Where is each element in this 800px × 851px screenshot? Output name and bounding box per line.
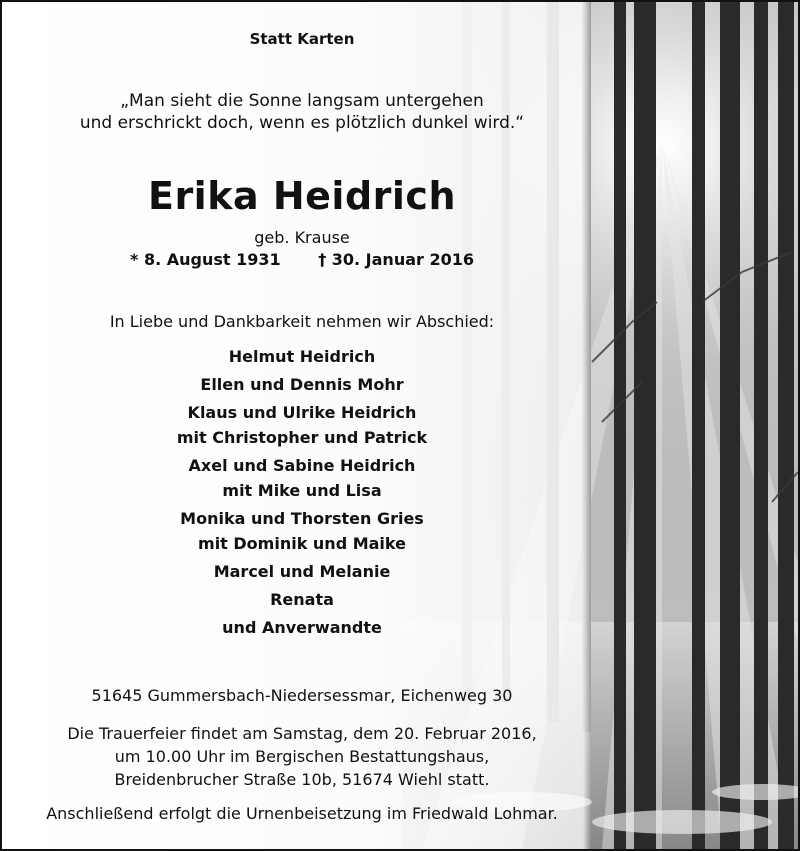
mourners-list: [2, 344, 602, 643]
mourner-line: Helmut Heidrich: [228, 347, 376, 366]
mourner-line: Renata: [270, 590, 334, 609]
mourner-entry: [2, 400, 602, 450]
service-line: um 10.00 Uhr im Bergischen Bestattungshaus,: [114, 747, 490, 766]
mourner-entry: [2, 587, 602, 612]
service-details: [2, 722, 602, 791]
intro-line: Statt Karten: [249, 30, 355, 48]
service-line: Die Trauerfeier findet am Samstag, dem 20. Februar 2016,: [67, 724, 537, 743]
maiden-name: geb. Krause: [254, 228, 350, 247]
mourner-entry: [2, 506, 602, 556]
mourner-line: mit Christopher und Patrick: [176, 428, 428, 447]
life-dates: [2, 250, 602, 269]
deceased-name: Erika Heidrich: [147, 174, 456, 218]
death-date: † 30. Januar 2016: [318, 250, 474, 269]
mourner-entry: [2, 453, 602, 503]
mourner-line: und Anverwandte: [222, 618, 382, 637]
mourner-line: Monika und Thorsten Gries: [180, 509, 424, 528]
burial-details: Anschließend erfolgt die Urnenbeisetzung im Friedwald Lohmar.: [46, 804, 558, 823]
quote-line: „Man sieht die Sonne langsam untergehen: [120, 91, 484, 111]
birth-date: * 8. August 1931: [130, 250, 281, 269]
notice-text: [2, 2, 602, 849]
mourner-line: Axel und Sabine Heidrich: [188, 456, 416, 475]
mourner-line: mit Mike und Lisa: [222, 481, 382, 500]
mourner-entry: [2, 559, 602, 584]
mourner-entry: [2, 615, 602, 640]
family-address: 51645 Gummersbach-Niedersessmar, Eichenweg 30: [91, 686, 513, 705]
mourner-line: mit Dominik und Maike: [198, 534, 406, 553]
mourner-entry: [2, 344, 602, 369]
mourner-line: Klaus und Ulrike Heidrich: [187, 403, 417, 422]
quote: [2, 90, 602, 134]
farewell-lead: In Liebe und Dankbarkeit nehmen wir Abschied:: [109, 312, 495, 331]
mourner-entry: [2, 372, 602, 397]
quote-line: und erschrickt doch, wenn es plötzlich dunkel wird.“: [79, 113, 525, 133]
mourner-line: Ellen und Dennis Mohr: [200, 375, 404, 394]
service-line: Breidenbrucher Straße 10b, 51674 Wiehl statt.: [114, 770, 490, 789]
mourner-line: Marcel und Melanie: [213, 562, 391, 581]
